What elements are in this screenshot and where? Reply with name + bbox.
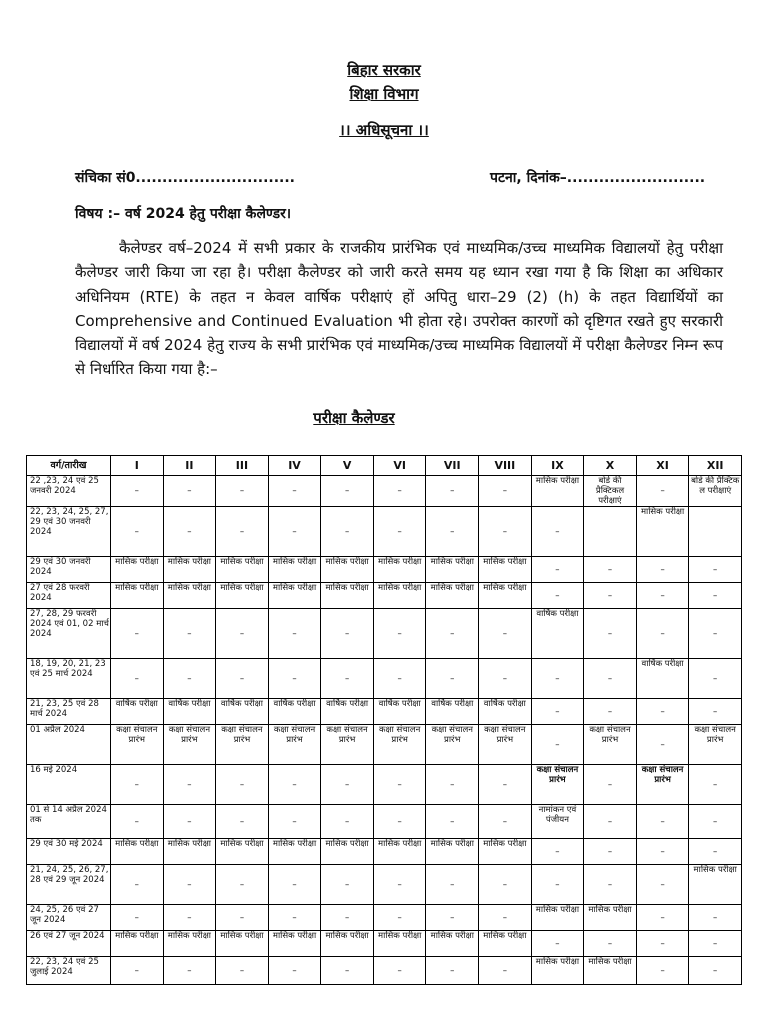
table-cell: – [216, 957, 269, 985]
table-cell: – [531, 931, 584, 957]
table-cell: मासिक परीक्षा [321, 931, 374, 957]
table-cell: कक्षा संचालन प्रारंभ [216, 725, 269, 765]
row-date-label: 26 एवं 27 जून 2024 [27, 931, 111, 957]
table-cell: – [531, 659, 584, 699]
table-cell: बोर्ड की प्रैक्टिक ल परीक्षाएं [689, 476, 742, 507]
row-date-label: 22 ,23, 24 एवं 25 जनवरी 2024 [27, 476, 111, 507]
table-cell: कक्षा संचालन प्रारंभ [584, 725, 637, 765]
row-date-label: 01 अप्रैल 2024 [27, 725, 111, 765]
calendar-title: परीक्षा कैलेण्डर [313, 409, 395, 427]
table-cell: – [636, 905, 689, 931]
table-cell: मासिक परीक्षा [531, 957, 584, 985]
table-cell: – [426, 507, 479, 557]
government-heading: बिहार सरकार [347, 61, 421, 79]
column-header-class: VI [373, 456, 426, 476]
column-header-class: IV [268, 456, 321, 476]
table-cell: – [373, 905, 426, 931]
table-cell: – [111, 476, 164, 507]
table-cell: – [531, 583, 584, 609]
department-heading: शिक्षा विभाग [349, 85, 419, 103]
table-cell: – [531, 699, 584, 725]
table-cell: मासिक परीक्षा [216, 583, 269, 609]
table-cell: – [163, 507, 216, 557]
table-cell: – [584, 765, 637, 805]
table-cell: – [479, 609, 532, 659]
table-cell: – [531, 865, 584, 905]
table-cell: – [584, 931, 637, 957]
table-cell: – [268, 957, 321, 985]
table-cell: – [584, 699, 637, 725]
table-row [27, 583, 742, 609]
table-cell: मासिक परीक्षा [216, 931, 269, 957]
table-cell: – [321, 507, 374, 557]
table-cell: – [426, 805, 479, 839]
table-cell: – [321, 905, 374, 931]
table-row [27, 725, 742, 765]
table-cell: – [373, 765, 426, 805]
table-cell: मासिक परीक्षा [373, 839, 426, 865]
place-date: पटना, दिनांक–.......................... [490, 170, 706, 186]
table-cell: मासिक परीक्षा [111, 839, 164, 865]
table-cell: मासिक परीक्षा [426, 557, 479, 583]
table-cell: मासिक परीक्षा [373, 557, 426, 583]
table-cell: – [321, 765, 374, 805]
table-row [27, 557, 742, 583]
table-cell: – [584, 839, 637, 865]
table-cell: वार्षिक परीक्षा [636, 659, 689, 699]
table-cell: – [216, 865, 269, 905]
table-cell: – [479, 476, 532, 507]
row-date-label: 24, 25, 26 एवं 27 जून 2024 [27, 905, 111, 931]
table-cell: – [426, 957, 479, 985]
table-cell: – [426, 659, 479, 699]
row-date-label: 22, 23, 24, 25, 27, 29 एवं 30 जनवरी 2024 [27, 507, 111, 557]
table-cell: मासिक परीक्षा [584, 957, 637, 985]
table-cell: मासिक परीक्षा [479, 839, 532, 865]
table-cell: मासिक परीक्षा [479, 557, 532, 583]
table-row [27, 957, 742, 985]
table-cell: मासिक परीक्षा [111, 931, 164, 957]
table-cell: – [531, 839, 584, 865]
table-cell: वार्षिक परीक्षा [531, 609, 584, 659]
table-cell: वार्षिक परीक्षा [163, 699, 216, 725]
table-cell: – [479, 805, 532, 839]
table-cell: – [268, 905, 321, 931]
table-cell: – [689, 839, 742, 865]
table-cell: – [268, 865, 321, 905]
table-cell: – [636, 699, 689, 725]
table-cell: बोर्ड की प्रैक्टिकल परीक्षाएं [584, 476, 637, 507]
table-cell: – [373, 865, 426, 905]
table-row [27, 659, 742, 699]
table-cell: – [531, 725, 584, 765]
table-cell: – [689, 557, 742, 583]
table-body [27, 476, 742, 985]
column-header-class: XII [689, 456, 742, 476]
table-cell: मासिक परीक्षा [163, 583, 216, 609]
table-cell: – [531, 507, 584, 557]
table-row [27, 905, 742, 931]
table-cell: – [268, 507, 321, 557]
table-cell: मासिक परीक्षा [163, 931, 216, 957]
exam-calendar-table [26, 455, 742, 985]
column-header-class: V [321, 456, 374, 476]
table-cell: – [584, 583, 637, 609]
table-cell: – [636, 557, 689, 583]
body-paragraph: कैलेण्डर वर्ष–2024 में सभी प्रकार के राजकीय प्रारंभिक एवं माध्यमिक/उच्च माध्यमिक विद्यालयों हेतु परीक्षा कैलेण्डर जारी किया जा रहा है। परीक्षा कैलेण्डर को जारी करते समय यह ध्यान रखा गया है कि शिक्षा का अधिकार अधिनियम (RTE) के तहत न केवल वार्षिक परीक्षाएं हों अपितु धारा–29 (2) (h) के तहत विद्यार्थियों का Comprehensive and Continued Evaluation भी होता रहे। उपरोक्त कारणों को दृष्टिगत रखते हुए सरकारी विद्यालयों में वर्ष 2024 हेतु राज्य के सभी प्रारंभिक एवं माध्यमिक/उच्च माध्यमिक विद्यालयों में परीक्षा कैलेण्डर निम्न रूप से निर्धारित किया गया है:– [75, 239, 723, 379]
table-cell: – [584, 659, 637, 699]
table-cell: – [268, 609, 321, 659]
table-cell: – [268, 476, 321, 507]
table-cell: मासिक परीक्षा [111, 583, 164, 609]
table-cell: मासिक परीक्षा [268, 557, 321, 583]
table-cell: मासिक परीक्षा [268, 839, 321, 865]
table-cell: – [321, 865, 374, 905]
table-cell: मासिक परीक्षा [163, 557, 216, 583]
column-header-class: XI [636, 456, 689, 476]
table-cell: – [426, 609, 479, 659]
table-cell: मासिक परीक्षा [321, 583, 374, 609]
table-cell: – [636, 865, 689, 905]
table-cell: – [111, 659, 164, 699]
table-cell: मासिक परीक्षा [584, 905, 637, 931]
row-date-label: 22, 23, 24 एवं 25 जुलाई 2024 [27, 957, 111, 985]
column-header-class: II [163, 456, 216, 476]
table-cell: कक्षा संचालन प्रारंभ [531, 765, 584, 805]
table-cell: – [163, 805, 216, 839]
table-cell: – [216, 507, 269, 557]
table-cell: वार्षिक परीक्षा [321, 699, 374, 725]
table-cell: कक्षा संचालन प्रारंभ [268, 725, 321, 765]
table-cell: – [373, 476, 426, 507]
table-cell: – [163, 765, 216, 805]
table-row [27, 931, 742, 957]
table-cell: – [268, 805, 321, 839]
table-cell: – [426, 765, 479, 805]
table-cell: – [163, 609, 216, 659]
table-cell: – [373, 659, 426, 699]
row-date-label: 29 एवं 30 जनवरी 2024 [27, 557, 111, 583]
table-cell: – [321, 659, 374, 699]
notification-heading: ।। अधिसूचना ।। [339, 121, 429, 139]
table-cell: – [216, 765, 269, 805]
column-header-class: X [584, 456, 637, 476]
table-row [27, 865, 742, 905]
row-date-label: 27, 28, 29 फरवरी 2024 एवं 01, 02 मार्च 2024 [27, 609, 111, 659]
subject-line: विषय :– वर्ष 2024 हेतु परीक्षा कैलेण्डर। [75, 206, 292, 222]
table-cell: – [163, 659, 216, 699]
table-cell: – [268, 765, 321, 805]
table-cell: मासिक परीक्षा [373, 931, 426, 957]
table-cell: – [111, 805, 164, 839]
table-cell: मासिक परीक्षा [426, 583, 479, 609]
table-cell: – [636, 839, 689, 865]
table-cell: वार्षिक परीक्षा [216, 699, 269, 725]
table-cell: मासिक परीक्षा [321, 839, 374, 865]
table-cell: मासिक परीक्षा [268, 931, 321, 957]
column-header-class: VIII [479, 456, 532, 476]
table-cell: वार्षिक परीक्षा [373, 699, 426, 725]
table-cell: – [584, 557, 637, 583]
table-row [27, 609, 742, 659]
table-header-row [27, 456, 742, 476]
row-date-label: 01 से 14 अप्रैल 2024 तक [27, 805, 111, 839]
table-cell: कक्षा संचालन प्रारंभ [426, 725, 479, 765]
table-cell: – [268, 659, 321, 699]
table-row [27, 699, 742, 725]
table-cell: – [636, 805, 689, 839]
table-cell: – [111, 507, 164, 557]
table-cell: – [689, 957, 742, 985]
table-cell: – [479, 865, 532, 905]
table-cell: – [689, 765, 742, 805]
table-cell: – [426, 905, 479, 931]
table-cell: – [163, 957, 216, 985]
table-cell: – [216, 805, 269, 839]
table-cell: – [321, 957, 374, 985]
table-cell: – [163, 905, 216, 931]
table-cell: – [584, 609, 637, 659]
table-cell: कक्षा संचालन प्रारंभ [163, 725, 216, 765]
table-cell: – [636, 476, 689, 507]
table-cell: मासिक परीक्षा [111, 557, 164, 583]
table-cell: वार्षिक परीक्षा [268, 699, 321, 725]
table-cell: – [689, 931, 742, 957]
table-cell: मासिक परीक्षा [373, 583, 426, 609]
table-cell: – [636, 609, 689, 659]
table-cell [689, 507, 742, 557]
table-cell: मासिक परीक्षा [268, 583, 321, 609]
table-cell: कक्षा संचालन प्रारंभ [111, 725, 164, 765]
table-cell: – [216, 905, 269, 931]
table-cell: – [689, 609, 742, 659]
table-cell: – [373, 805, 426, 839]
table-row [27, 765, 742, 805]
table-cell: – [426, 476, 479, 507]
table-cell: – [111, 957, 164, 985]
table-cell: मासिक परीक्षा [479, 583, 532, 609]
table-cell: – [636, 725, 689, 765]
table-cell: – [689, 905, 742, 931]
row-date-label: 21, 23, 25 एवं 28 मार्च 2024 [27, 699, 111, 725]
table-cell: – [636, 931, 689, 957]
table-cell: – [111, 765, 164, 805]
table-cell: – [373, 609, 426, 659]
table-cell: – [479, 957, 532, 985]
column-header-class: III [216, 456, 269, 476]
table-cell: मासिक परीक्षा [321, 557, 374, 583]
table-cell: वार्षिक परीक्षा [111, 699, 164, 725]
table-cell: – [321, 805, 374, 839]
table-cell: कक्षा संचालन प्रारंभ [373, 725, 426, 765]
table-cell: – [163, 865, 216, 905]
table-cell: मासिक परीक्षा [426, 839, 479, 865]
table-row [27, 476, 742, 507]
table-cell: – [636, 583, 689, 609]
table-cell: – [373, 957, 426, 985]
table-cell: – [111, 609, 164, 659]
table-cell: – [216, 659, 269, 699]
table-cell: मासिक परीक्षा [426, 931, 479, 957]
table-row [27, 839, 742, 865]
table-cell: मासिक परीक्षा [531, 905, 584, 931]
table-cell: – [321, 609, 374, 659]
table-cell: – [111, 905, 164, 931]
table-cell: नामांकन एवं पंजीयन [531, 805, 584, 839]
table-cell: – [216, 609, 269, 659]
table-cell: मासिक परीक्षा [636, 507, 689, 557]
table-cell: मासिक परीक्षा [689, 865, 742, 905]
table-cell: – [479, 659, 532, 699]
table-cell: – [163, 476, 216, 507]
column-header-class: VII [426, 456, 479, 476]
table-cell: – [531, 557, 584, 583]
table-cell: – [584, 805, 637, 839]
table-cell: – [373, 507, 426, 557]
row-date-label: 21, 24, 25, 26, 27, 28 एवं 29 जून 2024 [27, 865, 111, 905]
table-cell: कक्षा संचालन प्रारंभ [321, 725, 374, 765]
table-cell: – [689, 805, 742, 839]
table-cell: – [689, 583, 742, 609]
table-cell: – [689, 699, 742, 725]
table-cell: मासिक परीक्षा [479, 931, 532, 957]
column-header-date: वर्ग/तारीख [27, 456, 111, 476]
table-cell: मासिक परीक्षा [216, 557, 269, 583]
table-row [27, 507, 742, 557]
table-cell: कक्षा संचालन प्रारंभ [689, 725, 742, 765]
file-reference: संचिका सं0.............................. [75, 170, 295, 186]
table-row [27, 805, 742, 839]
table-cell: कक्षा संचालन प्रारंभ [636, 765, 689, 805]
table-cell: – [216, 476, 269, 507]
table-cell: – [426, 865, 479, 905]
table-cell: – [479, 905, 532, 931]
table-cell: मासिक परीक्षा [163, 839, 216, 865]
row-date-label: 16 मई 2024 [27, 765, 111, 805]
column-header-class: IX [531, 456, 584, 476]
table-cell: वार्षिक परीक्षा [426, 699, 479, 725]
table-cell: – [479, 507, 532, 557]
table-cell: मासिक परीक्षा [216, 839, 269, 865]
table-cell: – [479, 765, 532, 805]
table-cell: मासिक परीक्षा [531, 476, 584, 507]
table-cell [584, 507, 637, 557]
table-cell: कक्षा संचालन प्रारंभ [479, 725, 532, 765]
table-cell: – [689, 659, 742, 699]
table-cell: – [636, 957, 689, 985]
table-cell: – [321, 476, 374, 507]
row-date-label: 27 एवं 28 फरवरी 2024 [27, 583, 111, 609]
table-cell: – [584, 865, 637, 905]
row-date-label: 29 एवं 30 मई 2024 [27, 839, 111, 865]
table-cell: – [111, 865, 164, 905]
column-header-class: I [111, 456, 164, 476]
row-date-label: 18, 19, 20, 21, 23 एवं 25 मार्च 2024 [27, 659, 111, 699]
table-cell: वार्षिक परीक्षा [479, 699, 532, 725]
